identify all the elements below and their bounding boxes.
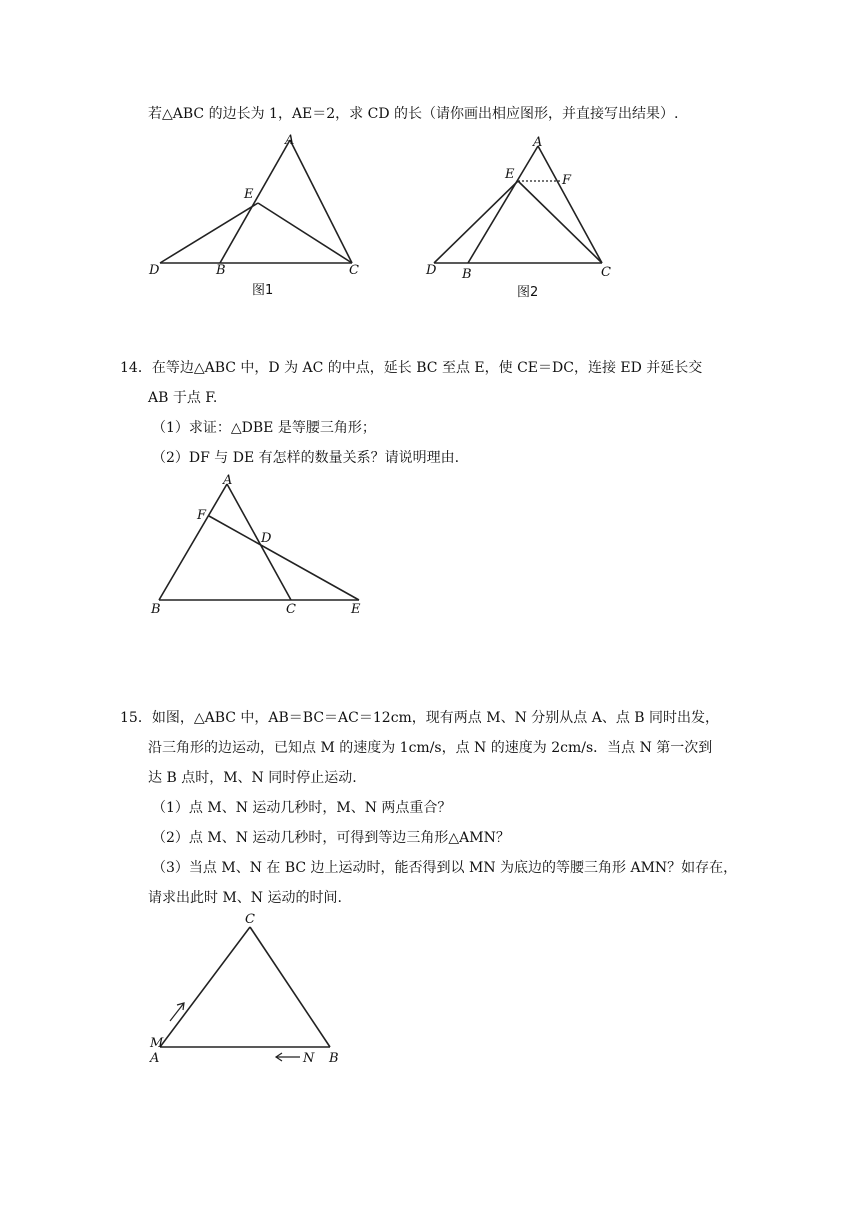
p15-line3: 达 B 点时，M、N 同时停止运动. [148, 770, 357, 786]
fig2-label-e: E [505, 167, 515, 182]
p15-question-3a: （3）当点 M、N 在 BC 边上运动时，能否得到以 MN 为底边的等腰三角形 AMN？如存在， [152, 860, 738, 876]
p15-line1: 15．如图，△ABC 中，AB＝BC＝AC＝12cm，现有两点 M、N 分别从点 A、点 B 同时出发， [120, 710, 720, 726]
fig2-caption: 图2 [517, 285, 539, 300]
p13-line1: 若△ABC 的边长为 1，AE＝2，求 CD 的长（请你画出相应图形，并直接写出结果）. [148, 106, 679, 122]
fig2-label-a: A [533, 135, 543, 150]
fig14-label-a: A [223, 473, 233, 488]
p14-line1: 14．在等边△ABC 中，D 为 AC 的中点，延长 BC 至点 E，使 CE＝DC，连接 ED 并延长交 [120, 360, 703, 376]
fig2-label-d: D [426, 263, 437, 278]
fig2-label-c: C [601, 265, 611, 280]
fig2-label-b: B [462, 267, 472, 282]
fig14-label-c: C [286, 602, 296, 617]
fig1-caption: 图1 [252, 283, 274, 298]
fig15-segment-ac [160, 927, 250, 1047]
fig14-label-e: E [351, 602, 361, 617]
fig2-segment-ac [538, 146, 602, 263]
fig1-segment-ec [258, 203, 352, 263]
figure-1 [140, 128, 380, 308]
fig1-segment-ac [290, 140, 352, 263]
figure-2 [420, 128, 640, 308]
fig2-segment-ec [518, 181, 602, 263]
fig2-label-f: F [562, 173, 572, 188]
figure-15 [140, 905, 380, 1080]
p15-line2: 沿三角形的边运动，已知点 M 的速度为 1cm/s，点 N 的速度为 2cm/s．当点 N 第一次到 [148, 740, 713, 756]
fig1-segment-de [160, 203, 258, 263]
fig15-label-n: N [303, 1051, 315, 1066]
fig1-segment-ab [220, 140, 290, 263]
fig15-label-b: B [329, 1051, 339, 1066]
fig1-label-a: A [285, 133, 295, 148]
fig14-segment-ac [227, 484, 291, 600]
fig14-label-b: B [151, 602, 161, 617]
p14-line2: AB 于点 F. [148, 390, 218, 406]
p15-question-1: （1）点 M、N 运动几秒时，M、N 两点重合？ [152, 800, 452, 816]
fig1-label-b: B [216, 263, 226, 278]
fig14-label-d: D [261, 531, 272, 546]
p14-question-2: （2）DF 与 DE 有怎样的数量关系？请说明理由. [152, 450, 460, 466]
p15-question-2: （2）点 M、N 运动几秒时，可得到等边三角形△AMN？ [152, 830, 510, 846]
fig15-label-c: C [245, 912, 255, 927]
fig1-label-c: C [349, 263, 359, 278]
p15-question-3b: 请求出此时 M、N 运动的时间. [148, 890, 342, 906]
fig14-segment-ab [159, 484, 227, 600]
fig15-label-a: A [150, 1051, 160, 1066]
fig1-label-e: E [244, 187, 254, 202]
p14-question-1: （1）求证：△DBE 是等腰三角形； [152, 420, 376, 436]
fig14-label-f: F [197, 508, 207, 523]
fig15-segment-bc [250, 927, 330, 1047]
figure-14 [145, 470, 385, 620]
fig1-label-d: D [149, 263, 160, 278]
fig15-label-m: M [150, 1036, 164, 1051]
fig2-segment-ab [468, 146, 538, 263]
